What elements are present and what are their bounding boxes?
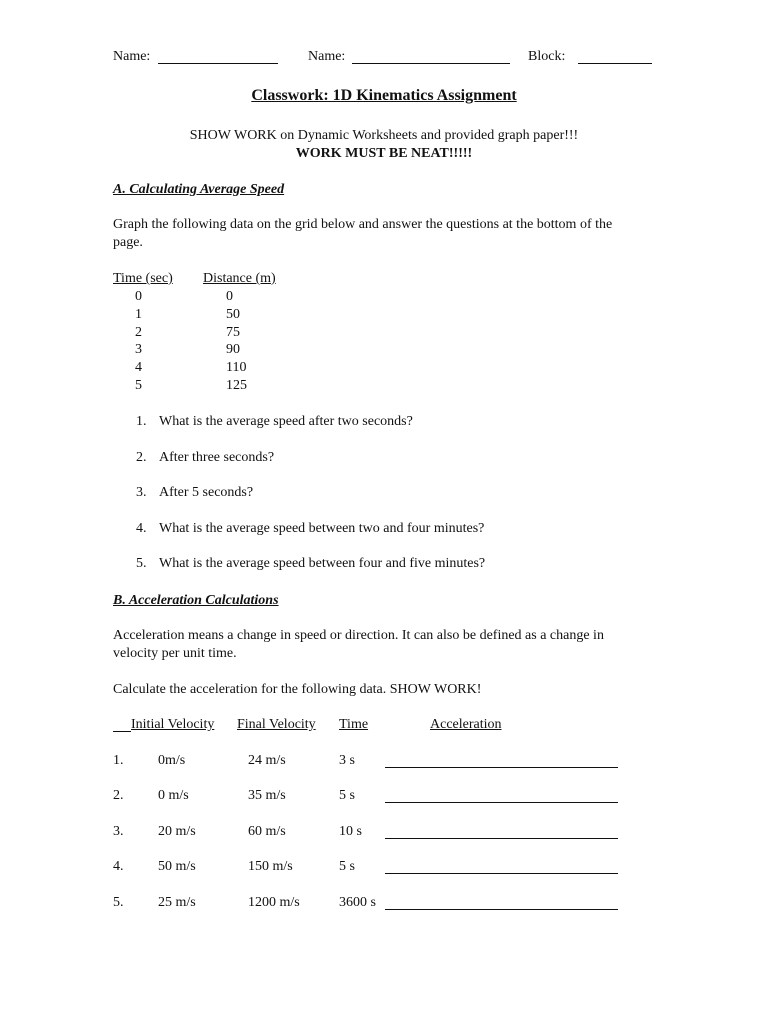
acceleration-answer-field[interactable] <box>385 838 618 839</box>
accel-row-time: 5 s <box>339 788 355 803</box>
speed-table-time-header: Time (sec) <box>113 271 173 286</box>
section-b-prompt: Calculate the acceleration for the following data. SHOW WORK! <box>113 682 482 697</box>
speed-table-distance-cell: 90 <box>226 342 240 357</box>
accel-table-final-header: Final Velocity <box>237 717 316 732</box>
accel-row-initial: 0m/s <box>158 753 186 768</box>
section-b-intro-line2: velocity per unit time. <box>113 646 237 661</box>
accel-row-time: 5 s <box>339 859 355 874</box>
accel-row-number: 5. <box>113 895 124 910</box>
speed-table-distance-cell: 0 <box>226 289 233 304</box>
instructions-line2: WORK MUST BE NEAT!!!!! <box>295 146 473 161</box>
accel-table-time-header: Time <box>339 717 369 732</box>
name2-field[interactable] <box>352 63 510 64</box>
accel-row-final: 150 m/s <box>248 859 293 874</box>
speed-table-time-cell: 3 <box>135 342 142 357</box>
speed-table-distance-cell: 125 <box>226 378 247 393</box>
speed-table-distance-cell: 110 <box>226 360 247 375</box>
accel-row-number: 4. <box>113 859 124 874</box>
question-number: 1. <box>136 414 147 429</box>
section-b-heading: B. Acceleration Calculations <box>113 593 279 608</box>
section-a-intro-line1: Graph the following data on the grid below and answer the questions at the bottom of the <box>113 217 613 232</box>
speed-table-time-cell: 0 <box>135 289 142 304</box>
acceleration-answer-field[interactable] <box>385 873 618 874</box>
question-number: 3. <box>136 485 147 500</box>
accel-table-initial-header: Initial Velocity <box>131 717 215 732</box>
accel-table-acceleration-header: Acceleration <box>430 717 502 732</box>
question-text: After 5 seconds? <box>159 485 254 500</box>
name2-label: Name: <box>308 49 346 64</box>
question-text: After three seconds? <box>159 450 275 465</box>
question-text: What is the average speed after two seconds? <box>159 414 413 429</box>
acceleration-answer-field[interactable] <box>385 767 618 768</box>
accel-row-time: 3600 s <box>339 895 376 910</box>
question-text: What is the average speed between four and five minutes? <box>159 556 486 571</box>
accel-row-initial: 20 m/s <box>158 824 196 839</box>
speed-table-distance-header: Distance (m) <box>203 271 276 286</box>
speed-table-time-cell: 2 <box>135 325 142 340</box>
question-text: What is the average speed between two and four minutes? <box>159 521 485 536</box>
block-field[interactable] <box>578 63 652 64</box>
acceleration-answer-field[interactable] <box>385 802 618 803</box>
speed-table-distance-cell: 75 <box>226 325 240 340</box>
accel-row-final: 1200 m/s <box>248 895 300 910</box>
block-label: Block: <box>528 49 566 64</box>
accel-row-initial: 50 m/s <box>158 859 196 874</box>
name1-label: Name: <box>113 49 151 64</box>
section-b-intro-line1: Acceleration means a change in speed or direction. It can also be defined as a change in <box>113 628 604 643</box>
accel-row-final: 60 m/s <box>248 824 286 839</box>
section-a-intro-line2: page. <box>113 235 143 250</box>
speed-table-distance-cell: 50 <box>226 307 240 322</box>
page-title: Classwork: 1D Kinematics Assignment <box>251 87 517 104</box>
accel-row-time: 10 s <box>339 824 362 839</box>
accel-row-initial: 25 m/s <box>158 895 196 910</box>
accel-row-number: 2. <box>113 788 124 803</box>
section-a-heading: A. Calculating Average Speed <box>113 182 285 197</box>
speed-table-time-cell: 5 <box>135 378 142 393</box>
accel-row-time: 3 s <box>339 753 355 768</box>
name1-field[interactable] <box>158 63 278 64</box>
accel-row-number: 1. <box>113 753 124 768</box>
accel-row-final: 24 m/s <box>248 753 286 768</box>
acceleration-answer-field[interactable] <box>385 909 618 910</box>
accel-row-initial: 0 m/s <box>158 788 189 803</box>
header-underline-lead <box>113 731 131 732</box>
instructions-line1: SHOW WORK on Dynamic Worksheets and provided graph paper!!! <box>189 128 579 143</box>
question-number: 2. <box>136 450 147 465</box>
accel-row-final: 35 m/s <box>248 788 286 803</box>
speed-table-time-cell: 1 <box>135 307 142 322</box>
question-number: 5. <box>136 556 147 571</box>
speed-table-time-cell: 4 <box>135 360 142 375</box>
question-number: 4. <box>136 521 147 536</box>
accel-row-number: 3. <box>113 824 124 839</box>
